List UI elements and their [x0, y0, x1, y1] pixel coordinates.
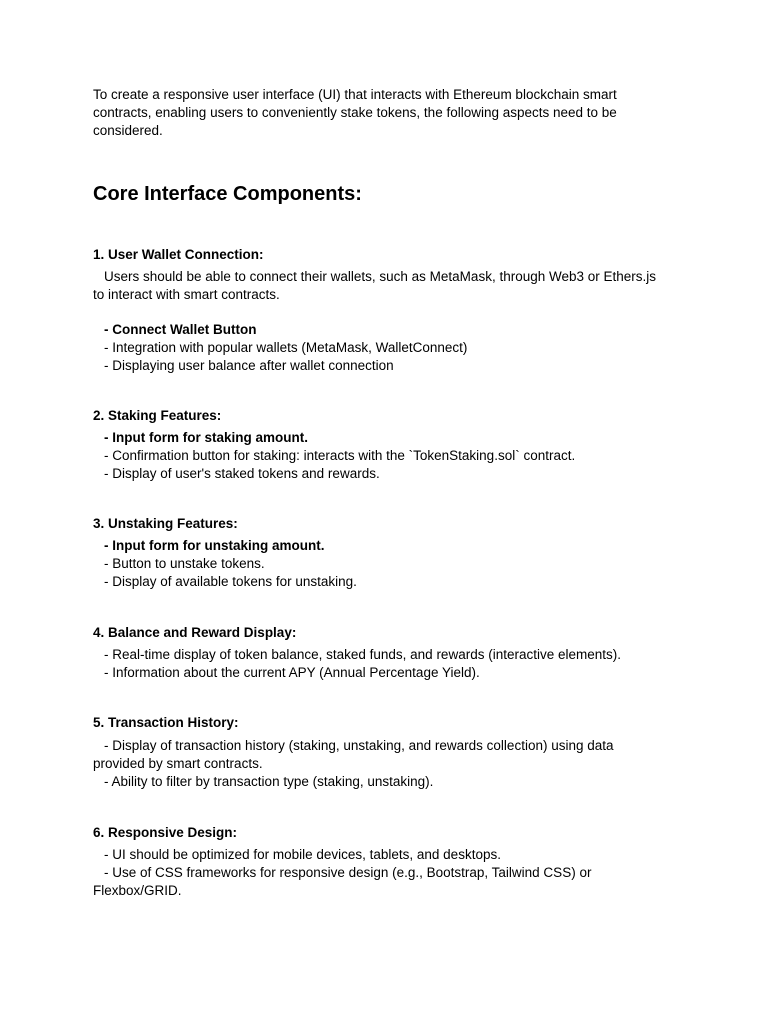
list-item: - Displaying user balance after wallet connection — [104, 358, 394, 373]
section-title: 4. Balance and Reward Display: — [93, 625, 297, 640]
list-item: - Display of available tokens for unstaking. — [104, 574, 357, 589]
list-item: - UI should be optimized for mobile devices, tablets, and desktops. — [104, 847, 501, 862]
section-title: 3. Unstaking Features: — [93, 516, 238, 531]
section-title: 6. Responsive Design: — [93, 825, 238, 840]
section-title: 5. Transaction History: — [93, 715, 239, 730]
document-page — [93, 86, 663, 900]
list-item: - Integration with popular wallets (MetaMask, WalletConnect) — [104, 340, 468, 355]
list-item: - Ability to filter by transaction type (staking, unstaking). — [104, 774, 434, 789]
section-responsive-design — [93, 824, 663, 900]
intro-paragraph: To create a responsive user interface (UI) that interacts with Ethereum blockchain smart contracts, enabling users to conveniently stake tokens, the following aspects need to be considered. — [93, 87, 617, 138]
section-wallet-connection — [93, 246, 663, 375]
list-item: - Connect Wallet Button — [104, 322, 257, 337]
list-item: - Input form for unstaking amount. — [104, 538, 325, 553]
list-item: - Input form for staking amount. — [104, 430, 308, 445]
section-transaction-history — [93, 714, 663, 791]
section-description: Users should be able to connect their wallets, such as MetaMask, through Web3 or Ethers.js to interact with smart contracts. — [93, 269, 660, 302]
section-staking-features — [93, 407, 663, 483]
section-description: - Use of CSS frameworks for responsive design (e.g., Bootstrap, Tailwind CSS) or Flexbox/GRID. — [93, 865, 596, 898]
list-item: - Confirmation button for staking: interacts with the `TokenStaking.sol` contract. — [104, 448, 576, 463]
list-item: - Information about the current APY (Annual Percentage Yield). — [104, 665, 480, 680]
section-balance-reward-display — [93, 624, 663, 682]
section-unstaking-features — [93, 515, 663, 591]
section-title: 2. Staking Features: — [93, 408, 222, 423]
list-item: - Display of user's staked tokens and rewards. — [104, 466, 380, 481]
list-item: - Real-time display of token balance, staked funds, and rewards (interactive elements). — [104, 647, 622, 662]
page-heading: Core Interface Components: — [93, 183, 362, 205]
list-item: - Button to unstake tokens. — [104, 556, 265, 571]
section-title: 1. User Wallet Connection: — [93, 247, 264, 262]
section-description: - Display of transaction history (staking, unstaking, and rewards collection) using data provided by smart contracts. — [93, 738, 618, 771]
